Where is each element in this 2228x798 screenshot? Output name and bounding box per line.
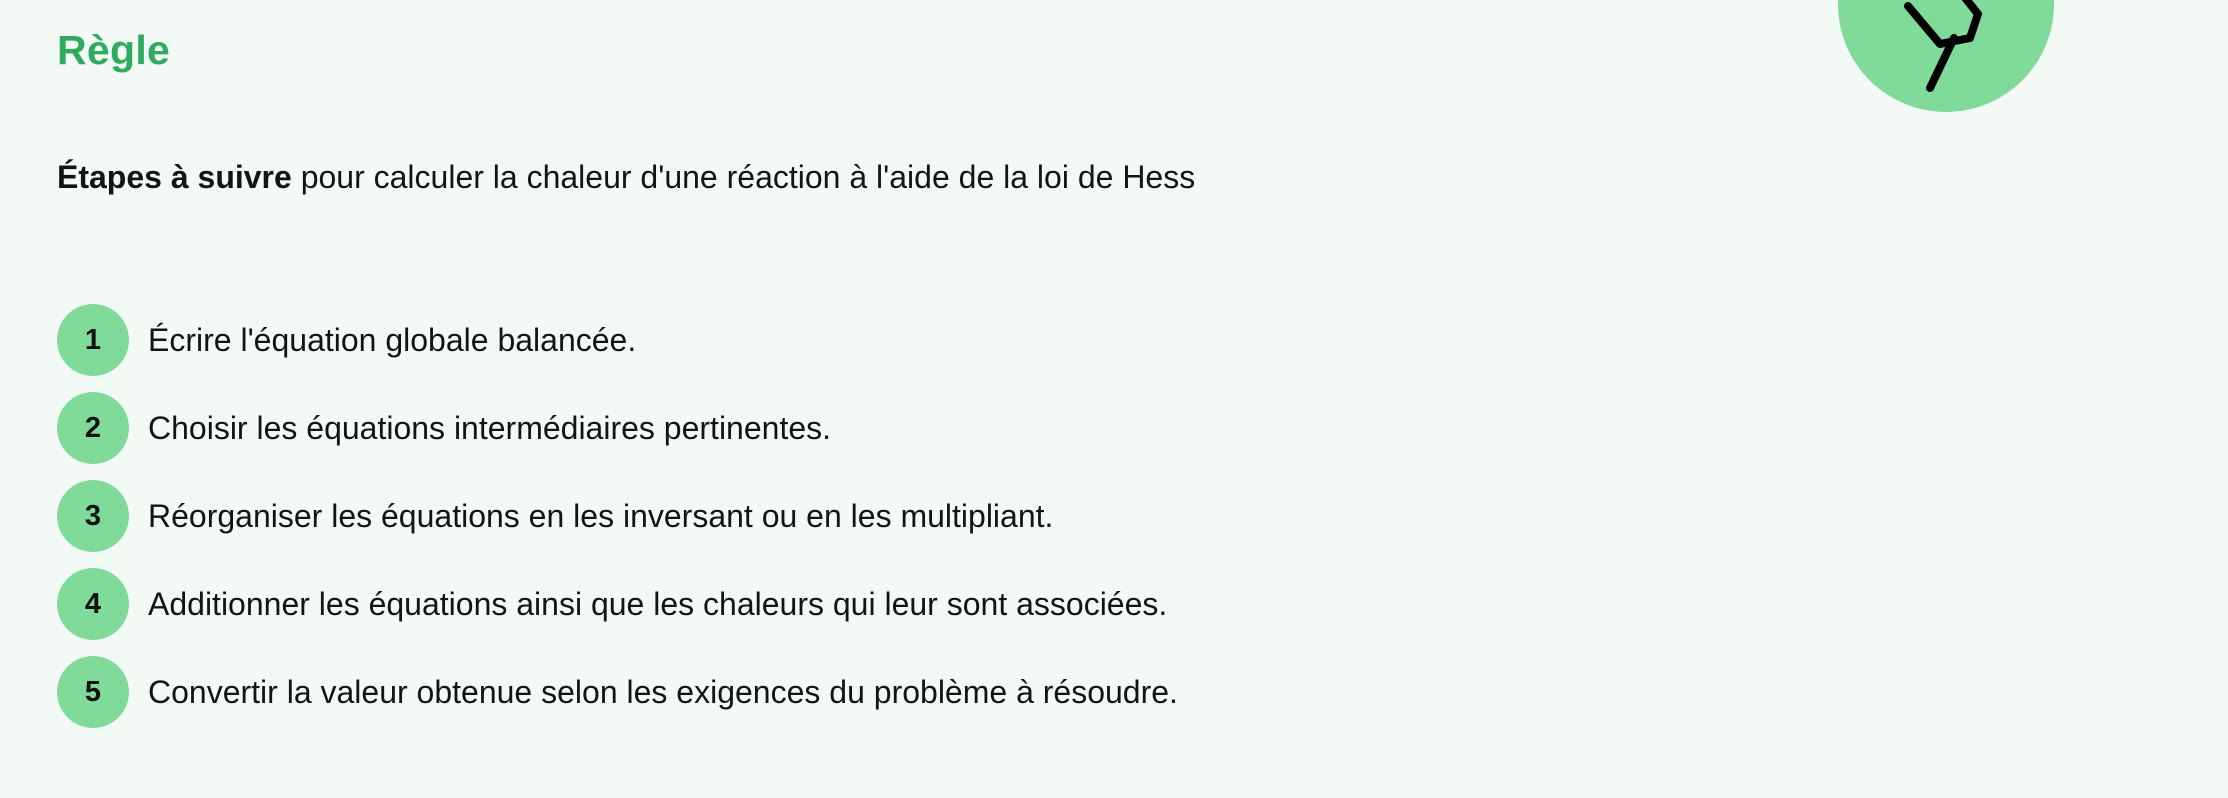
page-title: Règle xyxy=(57,27,171,73)
step-item xyxy=(57,304,1178,376)
pushpin-icon xyxy=(1838,0,2054,112)
step-item xyxy=(57,656,1178,728)
step-number-badge: 2 xyxy=(57,392,129,464)
step-text: Choisir les équations intermédiaires pertinentes. xyxy=(148,410,832,446)
step-text: Écrire l'équation globale balancée. xyxy=(148,322,637,358)
rule-badge xyxy=(1838,0,2054,112)
step-text: Additionner les équations ainsi que les chaleurs qui leur sont associées. xyxy=(148,586,1168,622)
intro-rest: pour calculer la chaleur d'une réaction à l'aide de la loi de Hess xyxy=(291,159,1196,195)
step-number-badge: 3 xyxy=(57,480,129,552)
step-number-badge: 1 xyxy=(57,304,129,376)
step-number-badge: 4 xyxy=(57,568,129,640)
intro-bold: Étapes à suivre xyxy=(57,159,292,195)
step-item xyxy=(57,568,1178,640)
intro-text xyxy=(57,152,1195,202)
steps-list xyxy=(57,304,1178,744)
step-number-badge: 5 xyxy=(57,656,129,728)
step-item xyxy=(57,480,1178,552)
step-text: Convertir la valeur obtenue selon les exigences du problème à résoudre. xyxy=(148,674,1178,710)
step-item xyxy=(57,392,1178,464)
step-text: Réorganiser les équations en les inversant ou en les multipliant. xyxy=(148,498,1054,534)
